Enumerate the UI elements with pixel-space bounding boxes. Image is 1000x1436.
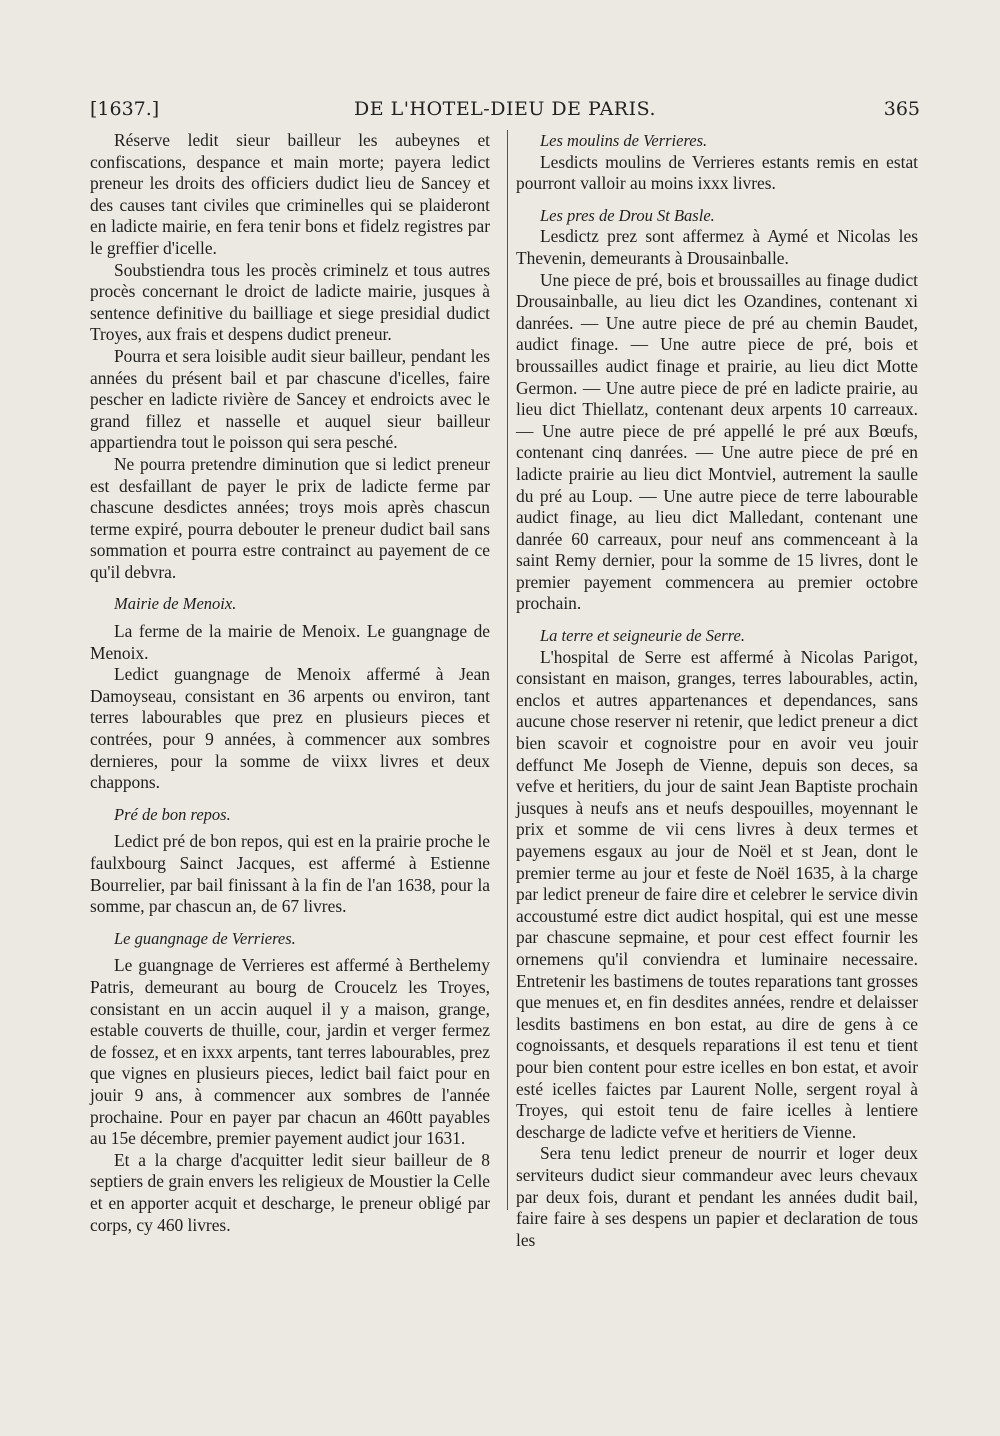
paragraph: Pourra et sera loisible audit sieur bailleur, pendant les années du présent bail et par chascune d'icelles, faire pescher en ladicte rivière de Sancey et endroicts avec le grand fillez et nasselle et auquel sieur bailleur appartiendra tout le poisson qui sera pesché. [90, 345, 490, 453]
paragraph: Ledict guangnage de Menoix affermé à Jean Damoyseau, consistant en 36 arpents ou environ, tant terres labourables que prez en plusieurs pieces et contrées, pour 9 années, à commencer aux sombres dernieres, pour la somme de viixx livres et deux chappons. [90, 664, 490, 793]
running-title: DE L'HOTEL-DIEU DE PARIS. [354, 98, 656, 120]
section-heading: Les pres de Drou St Basle. [540, 205, 715, 225]
paragraph: Lesdictz prez sont affermez à Aymé et Nicolas les Thevenin, demeurants à Drousainballe. [516, 226, 918, 268]
paragraph: Le guangnage de Verrieres est affermé à Berthelemy Patris, demeurant au bourg de Croucelz les Troyes, consistant en un accin auquel il y a maison, grange, estable couverts de thuille, cour, jardin et verger fermez de fossez, et en ixxx arpents, tant terres labourables, prez que vignes en plusieurs pieces, ledict bail faict pour en jouir 9 ans, à commencer aux sombres de l'année prochaine. Pour en payer par chacun an 460tt payables au 15e décembre, premier payement audict jour 1631. [90, 955, 490, 1149]
page-number: 365 [883, 98, 920, 120]
section-heading: La terre et seigneurie de Serre. [540, 626, 745, 646]
section-heading: Pré de bon repos. [114, 804, 231, 824]
paragraph: Lesdicts moulins de Verrieres estants remis en estat pourront valloir au moins ixxx livres. [516, 151, 918, 194]
section-heading: Mairie de Menoix. [114, 594, 237, 614]
right-column [516, 130, 918, 1251]
paragraph: L'hospital de Serre est affermé à Nicolas Parigot, consistant en maison, granges, terres labourables, actin, enclos et autres appartenances et dependances, sans aucune chose reserver ni retenir, que ledict preneur a dict bien scavoir et cognoistre pour en avoir veu jouir deffunct Me Joseph de Vienne, depuis son deces, sa vefve et heritiers, du jour de saint Jean Baptiste prochain jusques à neufs ans et neufs despouilles, moyennant le prix et somme de vii cens livres à deux termes et payemens esgaux au jour de Noël et st Jean, dont le premier terme au jour et feste de Noël 1635, à la charge par ledict preneur de faire dire et celebrer le service divin accoustumé estre dict audict hospital, qui est une messe par chascune sepmaine, et pour cest effect fournir les ornemens qu'il conviendra et luminaire necessaire. Entretenir les bastimens de toutes reparations tant grosses que menues et, en fin desdites années, rendre et delaisser lesdits bastimens en bon estat, au dire de gens à ce cognoissants, et desquels reparations il est tenu et tient pour bien content pour estre icelles en bon estat, et avoir esté icelles faictes par Laurent Nolle, sergent royal à Troyes, qui estoit tenu de faire icelles à lentiere descharge de ladicte vefve et heritiers de Vienne. [516, 646, 918, 1142]
paragraph: La ferme de la mairie de Menoix. Le guangnage de Menoix. [90, 621, 490, 663]
left-column [90, 130, 490, 1236]
section-heading: Le guangnage de Verrieres. [114, 928, 296, 948]
paragraph: Réserve ledit sieur bailleur les aubeynes et confiscations, despance et main morte; payera ledict preneur les droits des officiers dudict lieu de Sancey et des causes tant civiles que criminelles qui se plaideront en ladicte mairie, en fera tenir bons et fidelz registres par le greffier d'icelle. [90, 130, 490, 258]
paragraph: Soubstiendra tous les procès criminelz et tous autres procès concernant le droict de ladicte mairie, jusques à sentence definitive du bailliage et siege presidial dudict Troyes, aux frais et despens dudict preneur. [90, 259, 490, 345]
running-header [90, 98, 920, 128]
column-divider [507, 130, 508, 1210]
section-heading: Les moulins de Verrieres. [540, 131, 708, 150]
paragraph: Une piece de pré, bois et broussailles au finage dudict Drousainballe, au lieu dict les Ozandines, contenant xi danrées. — Une autre piece de pré au chemin Baudet, audict finage. — Une autre piece de pré, bois et broussailles audict finage et prairie, au lieu dict Motte Germon. — Une autre piece de pré en ladicte prairie, au lieu dict Thiellatz, contenant deux arpents 10 carreaux. — Une autre piece de pré appellé le pré aux Bœufs, contenant cinq danrées. — Une autre piece de pré en ladicte prairie au lieu dict Montviel, autrement la saulle du pré au Loup. — Une autre piece de terre labourable audict finage, au lieu dict Malledant, contenant une danrée 60 carreaux, pour neuf ans commenceant à la saint Remy dernier, pour la somme de 15 livres, dont le premier payement commencera au premier octobre prochain. [516, 269, 918, 614]
paragraph: Et a la charge d'acquitter ledit sieur bailleur de 8 septiers de grain envers les religieux de Moustier la Celle et en apporter acquit et descharge, le preneur obligé par corps, cy 460 livres. [90, 1149, 490, 1235]
year-bracket: [1637.] [90, 98, 160, 120]
paragraph: Sera tenu ledict preneur de nourrir et loger deux serviteurs dudict sieur commandeur avec leurs chevaux par deux fois, durant et pendant les années dudit bail, faire faire à ses despens un papier et declaration de tous les [516, 1143, 918, 1250]
paragraph: Ne pourra pretendre diminution que si ledict preneur est desfaillant de payer le prix de ladicte ferme par chascune desdictes années; troys mois après chascun terme expiré, pourra debouter le preneur dudict bail sans sommation et pourra estre contrainct au payement de ce qu'il debvra. [90, 453, 490, 582]
paragraph: Ledict pré de bon repos, qui est en la prairie proche le faulxbourg Sainct Jacques, est affermé à Estienne Bourrelier, par bail finissant à la fin de l'an 1638, pour la somme, par chascun an, de 67 livres. [90, 831, 490, 917]
